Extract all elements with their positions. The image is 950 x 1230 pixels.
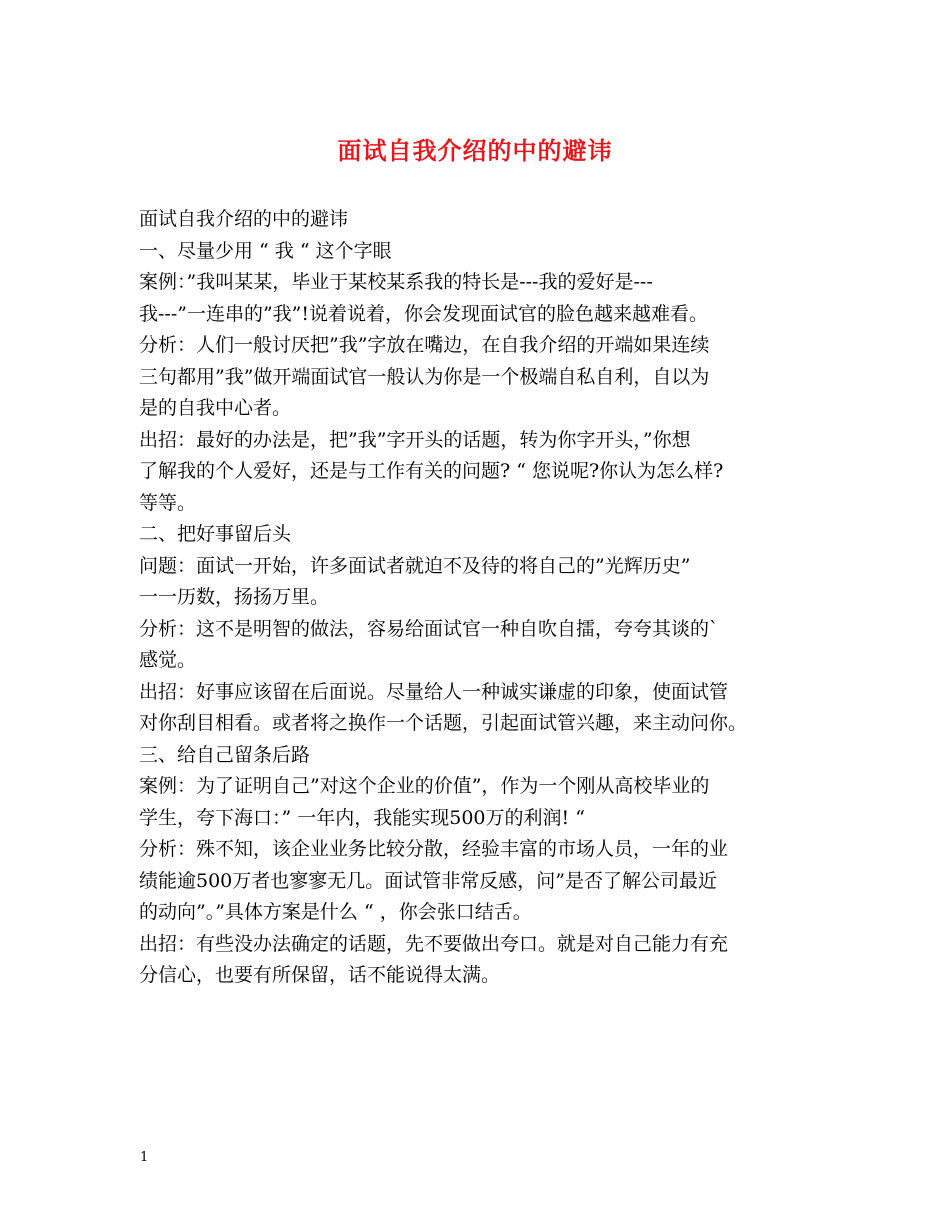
- body-line: 一一历数，扬扬万里。: [139, 586, 330, 608]
- body-line: 面试自我介绍的中的避讳: [139, 208, 349, 230]
- body-line: 等等。: [139, 491, 197, 514]
- body-line: 问题：面试一开始，许多面试者就迫不及待的将自己的”光辉历史”: [139, 554, 691, 577]
- document-title: 面试自我介绍的中的避讳: [337, 136, 613, 165]
- body-line: 感觉。: [139, 649, 197, 671]
- section-heading: 一、尽量少用 “ 我 “ 这个字眼: [139, 239, 392, 262]
- body-line: 出招：有些没办法确定的话题，先不要做出夸口。就是对自己能力有充: [139, 932, 729, 955]
- body-line: 分析：殊不知，该企业业务比较分散，经验丰富的市场人员，一年的业: [139, 838, 729, 860]
- page-number: 1: [140, 1150, 149, 1165]
- body-line: 是的自我中心者。: [139, 397, 292, 419]
- body-line: 分析：这不是明智的做法，容易给面试官一种自吹自擂，夸夸其谈的`: [139, 617, 719, 640]
- body-line: 三句都用”我”做开端面试官一般认为你是一个极端自私自利，自以为: [139, 365, 710, 388]
- section-heading: 二、把好事留后头: [139, 523, 292, 545]
- body-line: 对你刮目相看。或者将之换作一个话题，引起面试管兴趣，来主动问你。: [139, 712, 748, 734]
- document-body: [139, 204, 829, 992]
- body-line: 了解我的个人爱好，还是与工作有关的问题? “ 您说呢?你认为怎么样?: [139, 460, 724, 482]
- body-line: 分信心，也要有所保留，话不能说得太满。: [139, 964, 501, 986]
- body-line: 我---”一连串的”我”!说着说着，你会发现面试官的脸色越来越难看。: [139, 302, 709, 325]
- body-line: 出招：最好的办法是，把”我”字开头的话题，转为你字开头，”你想: [139, 428, 691, 451]
- section-heading: 三、给自己留条后路: [139, 743, 311, 766]
- body-line: 案例：”我叫某某，毕业于某校某系我的特长是---我的爱好是---: [139, 271, 653, 293]
- body-line: 分析：人们一般讨厌把”我”字放在嘴边，在自我介绍的开端如果连续: [139, 334, 710, 356]
- body-line: 绩能逾500万者也寥寥无几。面试管非常反感，问”是否了解公司最近: [139, 869, 717, 892]
- body-line: 学生，夸下海口：” 一年内，我能实现500万的利润! “: [139, 806, 585, 829]
- body-line: 出招：好事应该留在后面说。尽量给人一种诚实谦虚的印象，使面试管: [139, 680, 729, 703]
- body-line: 案例：为了证明自己”对这个企业的价值”，作为一个刚从高校毕业的: [139, 775, 710, 797]
- body-line: 的动向”。”具体方案是什么 “ ，你会张口结舌。: [139, 901, 532, 923]
